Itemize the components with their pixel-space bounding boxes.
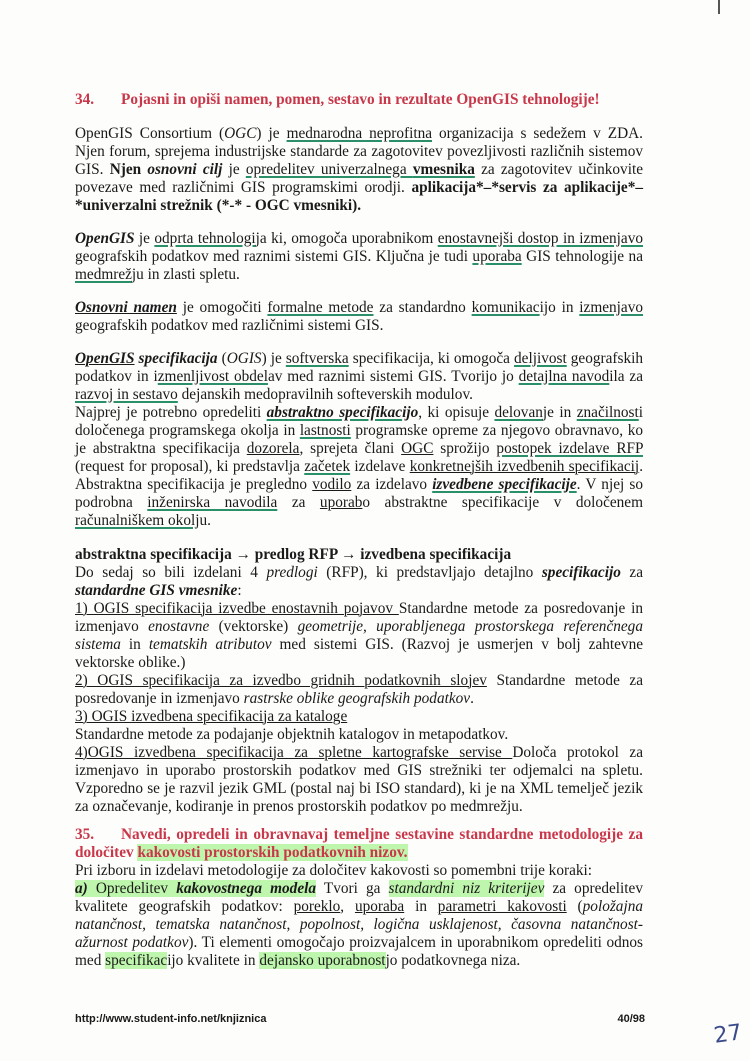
text-run: vodilo bbox=[312, 476, 352, 493]
text-run: začetek bbox=[304, 458, 351, 475]
q35-body bbox=[75, 862, 643, 970]
spec-flow bbox=[75, 546, 643, 564]
text-run: enostavnejši dostop in izmenjavo bbox=[437, 230, 644, 247]
text-run: (vektorske) bbox=[209, 618, 298, 635]
text-run: zmenljivost obdel bbox=[157, 368, 268, 385]
text-run: in bbox=[120, 636, 149, 653]
text-run: mednarodna neprofitna bbox=[286, 125, 433, 142]
text-run: specifikacija, ki omogoča bbox=[348, 350, 515, 367]
text-run: specifikac bbox=[105, 952, 168, 969]
text-run: standardni niz kriterijev bbox=[388, 880, 545, 897]
question-35-heading bbox=[75, 826, 643, 862]
rfp-2 bbox=[75, 672, 643, 708]
text-run: specifikacijo bbox=[541, 564, 621, 581]
q34-p4 bbox=[75, 404, 643, 530]
text-run: Standardne metode za podajanje objektnih katalogov in metapodatkov. bbox=[75, 726, 509, 743]
text-run: je bbox=[222, 161, 246, 178]
text-run: Določa protokol za izmenjavo in uporabo prostorskih podatkov med GIS strežniki ter odjemalci na spletu. Vzporedno se je razvil jezik GML (postal naj bi ISO standard), ki je na XML temelječ jezik za označevanje, kodiranje in prenos prostorskih podatkov po medmrežju. bbox=[75, 744, 643, 815]
text-run: izdelave bbox=[350, 458, 410, 475]
text-run: programske opreme za njegovo obravnavo, ko je abstraktna specifikacija bbox=[75, 422, 643, 457]
text-run: geografskih podatkov med različnimi sistemi GIS. bbox=[75, 317, 384, 334]
text-run: OGIS bbox=[226, 350, 262, 367]
scan-mark bbox=[718, 0, 720, 14]
text-run: ( bbox=[566, 898, 583, 915]
text-run: . bbox=[470, 690, 474, 707]
q34-p5 bbox=[75, 546, 643, 816]
text-run: za standardno bbox=[373, 299, 472, 316]
text-run: 2) OGIS specifikacija za izvedbo gridnih podatkovnih slojev bbox=[75, 672, 487, 689]
q35-p1 bbox=[75, 880, 643, 970]
text-run: medmrež bbox=[75, 266, 132, 283]
text-run: (RFP), ki predstavljajo detajlno bbox=[317, 564, 542, 581]
text-run: delovan bbox=[494, 404, 543, 421]
text-run: OpenGIS bbox=[75, 230, 135, 247]
text-run: izvedbene specifikacije bbox=[432, 476, 577, 493]
question-number: 34. bbox=[75, 91, 95, 108]
rfp-1 bbox=[75, 600, 643, 672]
text-run: uporaba bbox=[472, 248, 522, 265]
text-run: Standardne metode za posredovanje in izmenjavo bbox=[75, 672, 643, 707]
text-run: predlogi bbox=[266, 564, 318, 581]
text-run: ). Ti elementi omogočajo proizvajalcem in uporabnikom opredeliti odnos med bbox=[75, 934, 643, 969]
text-run: OpenGIS bbox=[75, 350, 135, 367]
text-run: za bbox=[277, 494, 320, 511]
text-run: ja ki, omogoča uporabnikom bbox=[255, 230, 438, 247]
rfp-4 bbox=[75, 744, 643, 816]
text-run: (request for proposal), ki predstavlja bbox=[75, 458, 305, 475]
question-34-heading bbox=[75, 91, 643, 109]
text-run: postopek izdelave RFP bbox=[496, 440, 643, 457]
rfp-3-desc bbox=[75, 726, 643, 744]
q34-p1 bbox=[75, 230, 643, 284]
text-run: za opredelitev kvalitete geografskih podatkov: bbox=[75, 880, 643, 915]
text-run: geometrije, uporabljenega prostorskega referenčnega sistema bbox=[75, 618, 643, 653]
text-run: Do sedaj so bili izdelani 4 bbox=[75, 564, 267, 581]
text-run: Tvori ga bbox=[316, 880, 389, 897]
text-run: deljivost bbox=[514, 350, 567, 367]
text-run: odprta tehnologi bbox=[154, 230, 256, 247]
text-run: značilnost bbox=[576, 404, 639, 421]
text-run: ijo bbox=[402, 404, 419, 421]
text-run: standardne GIS vmesnike bbox=[75, 582, 238, 599]
text-run: geografskih podatkov med raznimi sistemi GIS. Ključna je tudi bbox=[75, 248, 473, 265]
text-run: in bbox=[404, 898, 438, 915]
text-run: osnovni cilj bbox=[147, 161, 223, 178]
text-run: konkretnejših izvedbenih specifikacij bbox=[409, 458, 640, 475]
q34-p2 bbox=[75, 299, 643, 335]
text-run: 4)OGIS izvedbena specifikacija za spletne kartografske servise bbox=[75, 744, 513, 761]
text-run: inženirska navodila bbox=[147, 494, 278, 511]
text-run: OGC bbox=[224, 125, 257, 142]
text-run: ) je bbox=[256, 125, 287, 142]
text-run: Opredelitev bbox=[87, 880, 177, 897]
text-run: a) bbox=[75, 880, 88, 897]
handwritten-page-number: 27 bbox=[712, 1020, 744, 1049]
text-run: uporab bbox=[319, 494, 363, 511]
text-run: jo podatkovnega niza. bbox=[385, 952, 521, 969]
text-run: izmenjavo bbox=[579, 299, 644, 316]
q35-p0 bbox=[75, 862, 643, 880]
text-run: . Abstraktna specifikacija je pregledno bbox=[75, 458, 644, 493]
text-run: je bbox=[134, 230, 155, 247]
text-run: enostavne bbox=[148, 618, 210, 635]
text-run: 1) OGIS specifikacija izvedbe enostavnih pojavov bbox=[75, 600, 399, 617]
text-run: abstraktno specifikac bbox=[266, 404, 403, 421]
text-run: vmesnika bbox=[412, 161, 475, 178]
text-run: ju in zlasti spletu. bbox=[131, 266, 240, 283]
text-run: . V njej so podrobna bbox=[75, 476, 643, 511]
text-run: je omogočiti bbox=[176, 299, 268, 316]
rfp-intro bbox=[75, 564, 643, 600]
text-run: poreklo bbox=[293, 898, 341, 915]
text-run: dejansko uporabnost bbox=[259, 952, 386, 969]
text-run: abstraktna specifikacija → predlog RFP → izvedbena specifikacija bbox=[75, 546, 512, 563]
question-title: Pojasni in opiši namen, pomen, sestavo in rezultate OpenGIS tehnologije! bbox=[121, 91, 600, 108]
text-run: specifikacija bbox=[134, 350, 218, 367]
text-run: Pri izboru in izdelavi metodologije za določitev kakovosti so pomembni trije koraki: bbox=[75, 862, 593, 879]
text-run: ( bbox=[217, 350, 227, 367]
text-run: parametri kakovosti bbox=[437, 898, 567, 915]
q34-p0 bbox=[75, 125, 643, 215]
text-run: u. bbox=[199, 512, 211, 529]
question-title: Navedi, opredeli in obravnavaj temeljne sestavine standardne metodologije za določitev bbox=[75, 826, 643, 861]
text-run: o abstraktne specifikacije v določenem bbox=[362, 494, 643, 511]
text-run: ila za bbox=[609, 368, 644, 385]
text-run: ijo kvalitete in bbox=[167, 952, 260, 969]
text-run: i določenega programskega okolja in bbox=[75, 404, 643, 439]
text-run: 3) OGIS izvedbena specifikacija za kataloge bbox=[75, 708, 348, 725]
q34-p3 bbox=[75, 350, 643, 404]
text-run: Osnovni namen bbox=[75, 299, 177, 316]
text-run: softverska bbox=[285, 350, 349, 367]
text-run: formalne metode bbox=[267, 299, 374, 316]
text-run: razvoj in sestavo bbox=[75, 386, 178, 403]
text-run: OpenGIS Consortium ( bbox=[75, 125, 225, 142]
text-run: tematskih atributov bbox=[148, 636, 272, 653]
rfp-3 bbox=[75, 708, 643, 726]
text-run: za izdelavo bbox=[351, 476, 433, 493]
text-run: med sistemi GIS. (Razvoj je usmerjen v bolj zahtevne vektorske oblike.) bbox=[75, 636, 644, 671]
text-run: kakovostnega modela bbox=[176, 880, 317, 897]
text-run: , bbox=[340, 898, 355, 915]
footer-url: http://www.student-info.net/knjiznica bbox=[75, 1013, 267, 1025]
text-run: uporaba bbox=[354, 898, 405, 915]
text-run: , sprejeta člani bbox=[299, 440, 402, 457]
text-run: : bbox=[237, 582, 242, 599]
text-run: sprožijo bbox=[433, 440, 497, 457]
text-run: geografskih podatkov in i bbox=[75, 350, 643, 385]
text-run: za zagotovitev učinkovite povezave med različnimi GIS programskimi orodji. bbox=[75, 161, 643, 196]
text-run: Njen bbox=[109, 161, 148, 178]
text-run: , ki opisuje bbox=[418, 404, 495, 421]
text-run: za bbox=[620, 564, 643, 581]
text-run: računalniškem okolj bbox=[75, 512, 200, 529]
text-run: dozorela bbox=[246, 440, 300, 457]
text-run: OGC bbox=[401, 440, 434, 457]
question-number: 35. bbox=[75, 826, 95, 843]
text-run: Najprej je potrebno opredeliti bbox=[75, 404, 267, 421]
text-run: GIS tehnologije na bbox=[521, 248, 643, 265]
text-run: av med raznimi sistemi GIS. Tvorijo jo bbox=[267, 368, 519, 385]
text-run: ) je bbox=[261, 350, 286, 367]
text-run: komunikac bbox=[471, 299, 540, 316]
question-title-highlight: kakovosti prostorskih podatkovnih nizov. bbox=[137, 844, 408, 861]
page-number: 40/98 bbox=[617, 1013, 645, 1025]
text-run: ijo in bbox=[539, 299, 580, 316]
text-run: dejanskih medopravilnih softeverskih modulov. bbox=[177, 386, 473, 403]
text-run: aplikacija*–*servis za aplikacije*–*univerzalni strežnik (*-* - OGC vmesniki). bbox=[75, 179, 643, 214]
text-run: organizacija s sedežem v ZDA. Njen forum, sprejema industrijske standarde za zagotovitev povezljivosti različnih sistemov GIS. bbox=[75, 125, 643, 178]
text-run: opredelitev univerzalnega bbox=[245, 161, 413, 178]
text-run: lastnosti bbox=[299, 422, 351, 439]
text-run: je in bbox=[542, 404, 577, 421]
text-run: Standardne metode za posredovanje in izmenjavo bbox=[75, 600, 643, 635]
text-run: rastrske oblike geografskih podatkov bbox=[243, 690, 471, 707]
text-run: položajna natančnost, tematska natančnost, popolnost, logična usklajenost, časovna natančnost-ažurnost podatkov bbox=[75, 898, 643, 951]
text-run: detajlna navod bbox=[518, 368, 610, 385]
